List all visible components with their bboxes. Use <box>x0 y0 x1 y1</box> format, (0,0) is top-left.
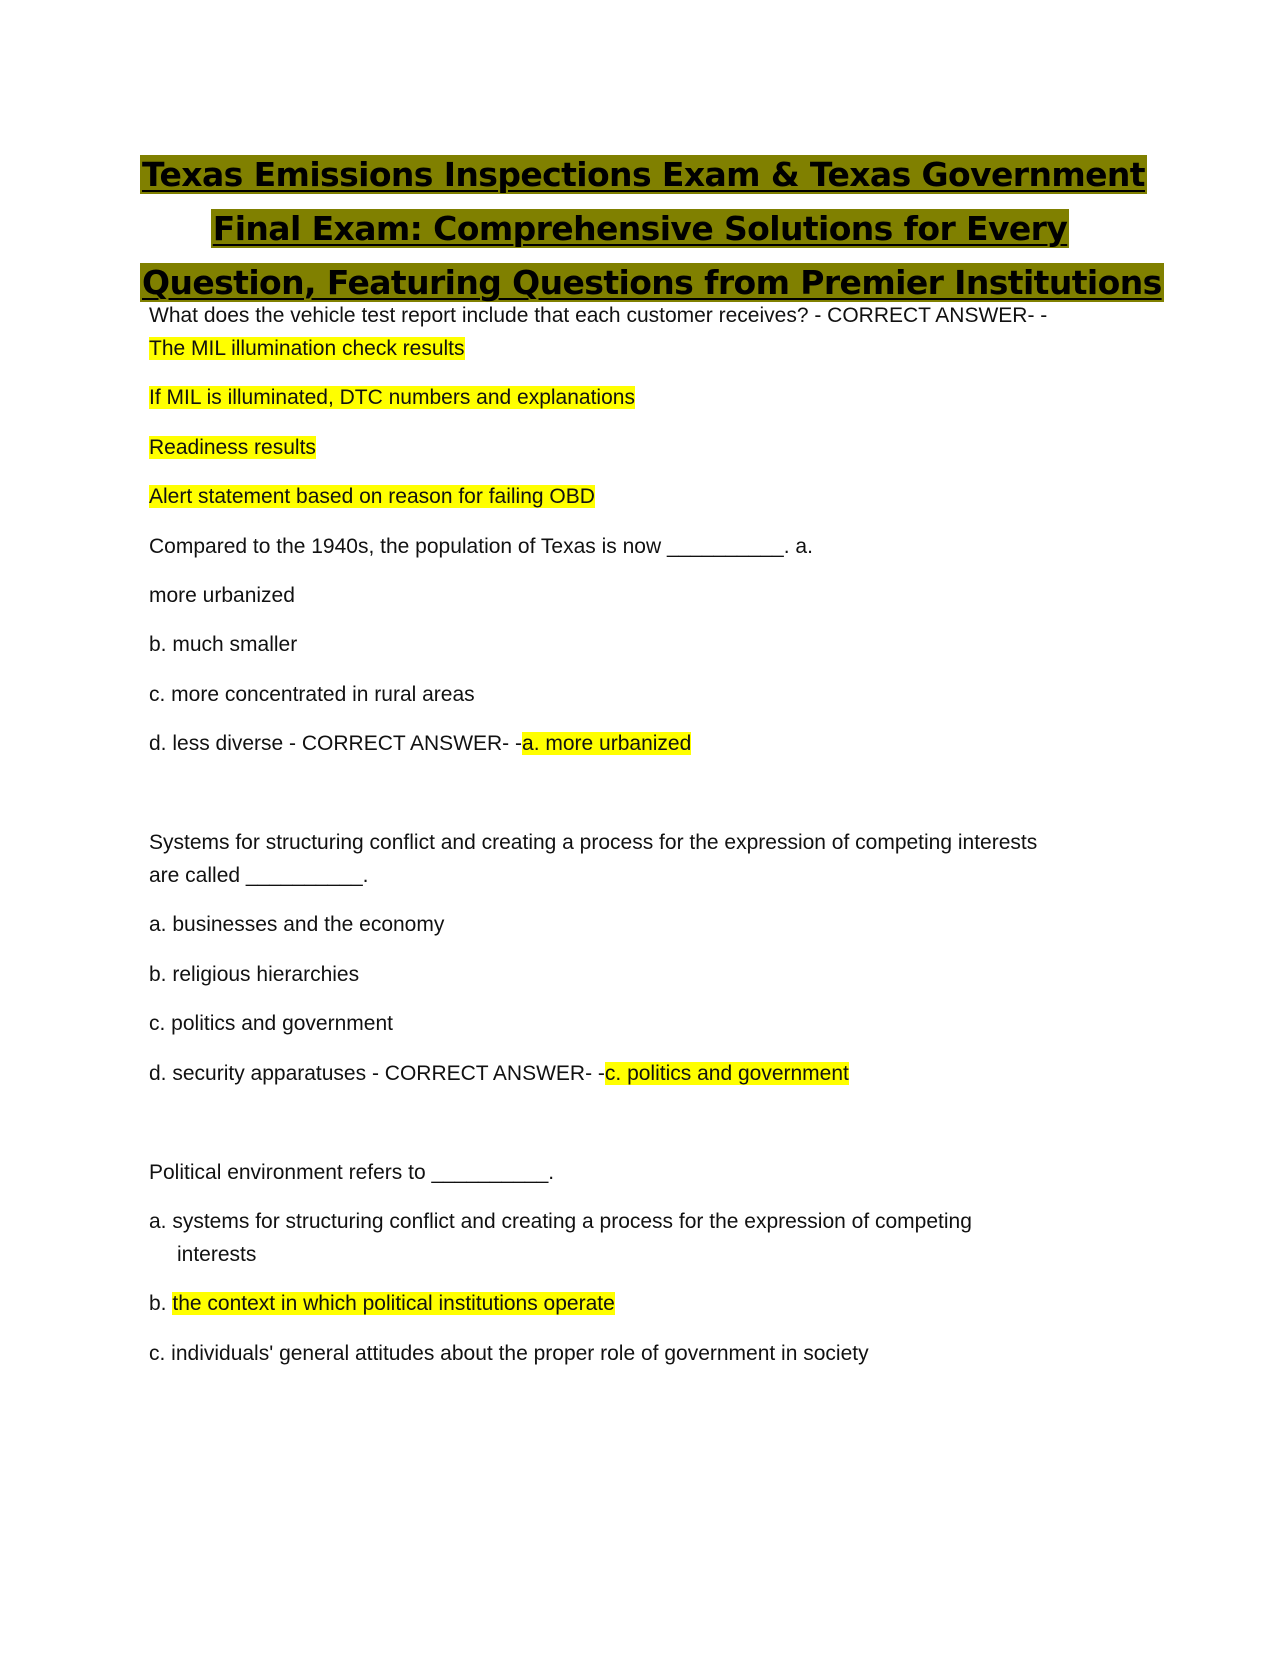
q2-option-a: more urbanized <box>149 584 295 607</box>
q1-answer-4: Alert statement based on reason for failing OBD <box>149 485 595 508</box>
q4-question: Political environment refers to __________. <box>149 1161 555 1184</box>
q3-correct-answer: c. politics and government <box>604 1062 849 1085</box>
document-title <box>140 148 1162 310</box>
q1-answer-3: Readiness results <box>149 436 316 459</box>
q3-option-a: a. businesses and the economy <box>149 913 445 936</box>
q3-question-line-2: are called __________. <box>149 864 369 887</box>
q4-option-a-line-2: interests <box>177 1243 257 1266</box>
q4-correct-answer: the context in which political institutions operate <box>172 1292 615 1315</box>
title-line-2: Final Exam: Comprehensive Solutions for Every <box>212 209 1068 248</box>
q1-question: What does the vehicle test report include that each customer receives? - CORRECT ANSWER- - <box>149 304 1048 327</box>
title-line-3: Question, Featuring Questions from Premier Institutions <box>142 263 1162 302</box>
q4-option-c: c. individuals' general attitudes about the proper role of government in society <box>149 1342 869 1365</box>
title-line-1: Texas Emissions Inspections Exam & Texas Government <box>142 155 1145 194</box>
q4-option-a-line-1: a. systems for structuring conflict and creating a process for the expression of competing <box>149 1210 972 1233</box>
q3-option-b: b. religious hierarchies <box>149 963 360 986</box>
q4-option-b: b. the context in which political institutions operate <box>149 1292 615 1315</box>
q2-option-c: c. more concentrated in rural areas <box>149 683 475 706</box>
q3-question-line-1: Systems for structuring conflict and creating a process for the expression of competing interests <box>149 831 1038 854</box>
q3-option-c: c. politics and government <box>149 1012 393 1035</box>
q2-option-d: d. less diverse - CORRECT ANSWER- -a. more urbanized <box>149 732 692 755</box>
q2-option-b: b. much smaller <box>149 633 298 656</box>
q1-answer-2: If MIL is illuminated, DTC numbers and explanations <box>149 386 635 409</box>
q1-answer-1: The MIL illumination check results <box>149 337 465 360</box>
q3-option-d: d. security apparatuses - CORRECT ANSWER- -c. politics and government <box>149 1062 849 1085</box>
q2-question: Compared to the 1940s, the population of Texas is now __________. a. <box>149 535 813 558</box>
q2-correct-answer: a. more urbanized <box>522 732 692 755</box>
